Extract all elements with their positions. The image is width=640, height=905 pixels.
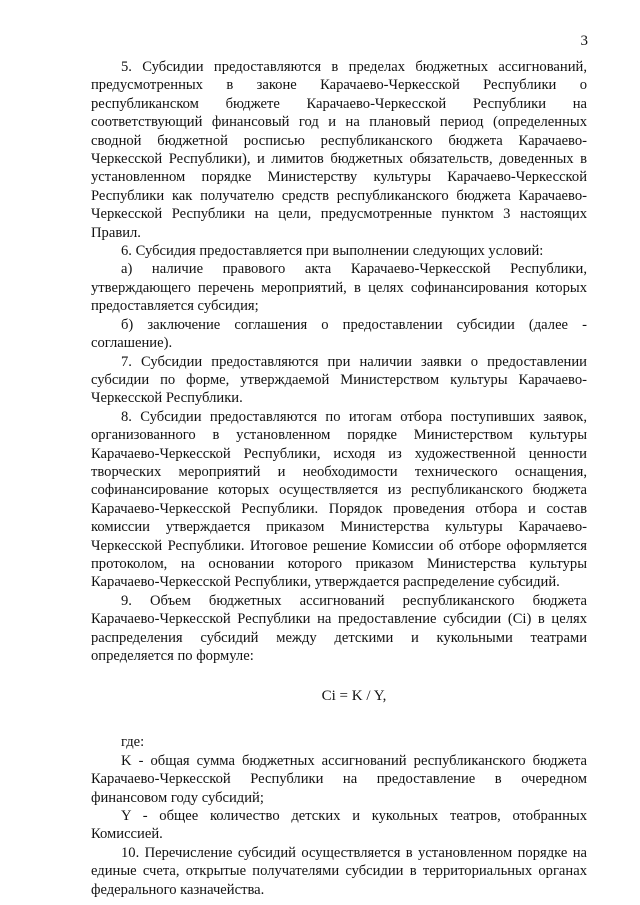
formula-where-label: где:: [121, 734, 145, 751]
paragraph-10: 10. Перечисление субсидий осуществляется в установленном порядке на единые счета, открытые получателями субсидии в территориальных органах федерального казначейства.: [91, 844, 587, 898]
paragraph-6b: б) заключение соглашения о предоставлении субсидии (далее - соглашение).: [91, 316, 587, 352]
formula-definition-k: K - общая сумма бюджетных ассигнований республиканского бюджета Карачаево-Черкесской Республики на предоставление в очередном финансовом году субсидий;: [91, 752, 587, 806]
page-number: 3: [580, 33, 588, 49]
paragraph-6: 6. Субсидия предоставляется при выполнении следующих условий:: [121, 243, 544, 260]
paragraph-6a: а) наличие правового акта Карачаево-Черкесской Республики, утверждающего перечень мероприятий, в целях софинансирования которых предоставляется субсидия;: [91, 261, 587, 315]
subsidy-formula: Ci = K / Y,: [321, 688, 387, 705]
paragraph-9: 9. Объем бюджетных ассигнований республиканского бюджета Карачаево-Черкесской Республики на предоставление субсидии (Ci) в целях распределения субсидий между детскими и кукольными театрами определяется по формуле:: [91, 592, 587, 664]
paragraph-5: 5. Субсидии предоставляются в пределах бюджетных ассигнований, предусмотренных в законе Карачаево-Черкесской Республики о республиканском бюджете Карачаево-Черкесской Республики на соответствующий финансовый год и на плановый период (определенных сводной бюджетной росписью республиканского бюджета Карачаево-Черкесской Республики), и лимитов бюджетных обязательств, доведенных в установленном порядке Министерству культуры Карачаево-Черкесской Республики как получателю средств республиканского бюджета Карачаево-Черкесской Республики на цели, предусмотренные пунктом 3 настоящих Правил.: [91, 59, 587, 241]
paragraph-8: 8. Субсидии предоставляются по итогам отбора поступивших заявок, организованного в установленном порядке Министерством культуры Карачаево-Черкесской Республики, исходя из художественной ценности творческих мероприятий и необходимости технического оснащения, софинансирование которых осуществляется из республиканского бюджета Карачаево-Черкесской Республики. Порядок проведения отбора и состав комиссии утверждается приказом Министерства культуры Карачаево-Черкесской Республики. Итоговое решение Комиссии об отборе оформляется протоколом, на основании которого приказом Министерства культуры Карачаево-Черкесской Республики, утверждается распределение субсидий.: [91, 408, 587, 591]
document-body: [91, 58, 587, 899]
paragraph-7: 7. Субсидии предоставляются при наличии заявки о предоставлении субсидии по форме, утверждаемой Министерством культуры Карачаево-Черкесской Республики.: [91, 353, 587, 407]
formula-definition-y: Y - общее количество детских и кукольных театров, отобранных Комиссией.: [91, 808, 587, 843]
